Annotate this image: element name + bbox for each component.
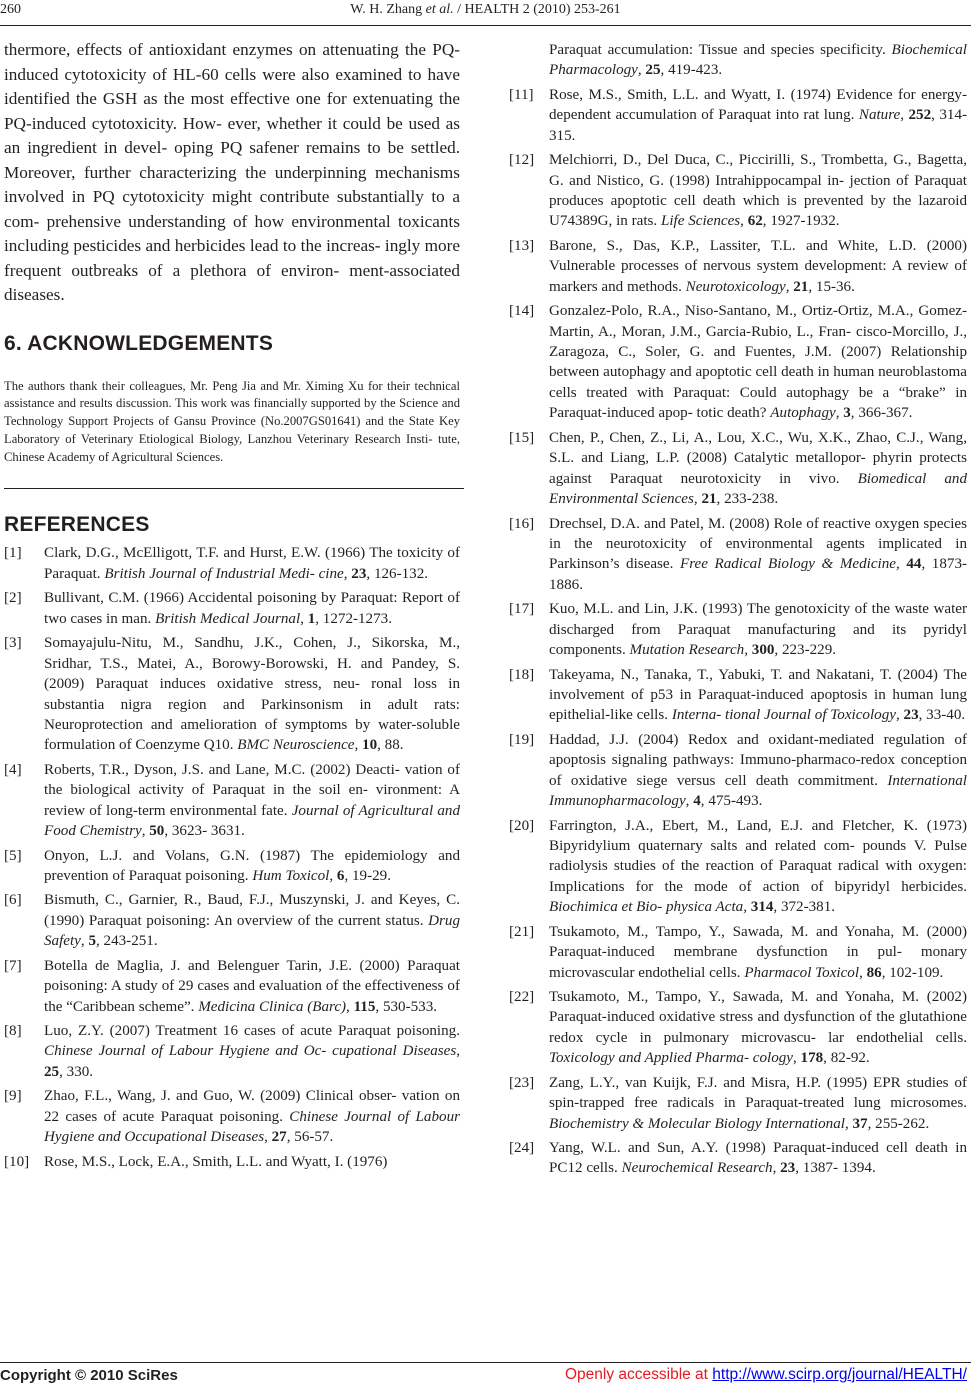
citation-text: , 372-381. <box>773 899 836 916</box>
reference-number: [20] <box>509 817 535 834</box>
reference-number: [8] <box>4 1023 22 1040</box>
reference-number: [7] <box>4 957 22 974</box>
reference-text <box>549 430 967 507</box>
reference-number: [23] <box>509 1074 535 1091</box>
conclusion-paragraph: thermore, effects of antioxidant enzymes on attenuating the PQ-induced cytotoxicity of HL-60 cells were also examined to have identified the GSH as the most effective one for extenuating the PQ-induced cytotoxicity. How- ever, whether it could be used as an ingredient in devel- oping PQ safener remains to be settled. Moreover, further characterizing the underpinning mechanisms involved in PQ cytotoxicity might contribute substantially to a com- prehensive understanding of how environmental toxicants including pesticides and herbicides lead to the increas- ingly more frequent outbreaks of a plethora of environ- ment-associated diseases. <box>4 40 460 304</box>
citation-text: , 126-132. <box>366 565 429 582</box>
journal-title: Pharmacol Toxicol <box>744 964 860 981</box>
volume-number: 23 <box>351 565 367 582</box>
volume-number: 50 <box>149 823 165 840</box>
citation-text: , 88. <box>377 737 404 754</box>
citation-text: , 33-40. <box>918 707 966 724</box>
reference-text <box>44 762 460 839</box>
citation-text: , <box>785 278 794 295</box>
citation-text: , 56-57. <box>286 1129 334 1146</box>
journal-title: British Medical Journal <box>155 610 301 627</box>
citation-text: Botella de Maglia, J. and Belenguer Tarin, J.E. (2000) Paraquat poisoning: A study of 29 cases and evaluation of the effectiveness of the “Caribbean scheme”. <box>44 957 460 1015</box>
reference-list-left <box>4 543 460 1172</box>
journal-link[interactable]: http://www.scirp.org/journal/HEALTH/ <box>712 1366 967 1383</box>
section-divider <box>4 488 464 489</box>
volume-number: 4 <box>693 793 701 810</box>
reference-number: [4] <box>4 761 22 778</box>
volume-number: 6 <box>336 867 345 884</box>
citation-text: , 530-533. <box>375 998 438 1015</box>
citation-text: , <box>744 642 752 659</box>
journal-title: Drug Safety <box>44 912 460 950</box>
reference-number: [1] <box>4 545 22 562</box>
citation-text: , 19-29. <box>344 867 391 884</box>
reference-text <box>44 590 460 626</box>
volume-number: 23 <box>780 1160 796 1177</box>
citation-text: , 419-423. <box>660 62 723 79</box>
journal-title: Journal of Agricultural and Food Chemistry <box>44 802 460 840</box>
journal-title: Biochimica et Bio- physica Acta, <box>549 899 747 916</box>
reference-item <box>509 301 967 423</box>
citation-text: , <box>896 556 907 573</box>
reference-text <box>44 892 460 949</box>
citation-text: Yang, W.L. and Sun, A.Y. (1998) Paraquat-induced cell death in PC12 cells. <box>549 1140 967 1177</box>
reference-number: [5] <box>4 847 22 864</box>
citation-text: Gonzalez-Polo, R.A., Niso-Santano, M., Ortiz-Ortiz, M.A., Gomez-Martin, A., Moran, J.M., Garcia-Rubio, L., Fran- cisco-Morcillo, J., Zaragoza, C., Soler, G. and Fuentes, J.M. (2007) Relationship between autophagy and apoptotic cell death in human neuroblastoma cells treated with Paraquat: Could autophagy be a “brake” in Paraquat-induced apop- totic death? <box>549 303 967 422</box>
reference-item <box>509 1138 967 1179</box>
footer-rule <box>0 1362 971 1363</box>
volume-number: 25 <box>645 62 661 79</box>
citation-text: Somayajulu-Nitu, M., Sandhu, J.K., Cohen, J., Sikorska, M., Sridhar, T.S., Matei, A., Borowy-Borowski, H. and Pandey, S. (2009) Paraquat induces oxidative stress, neu- ronal loss in substantia nigra region and Parkinsonism in adult rats: Neuroprotection and amelioration of symptoms by water-soluble formulation of Coenzyme Q10. <box>44 635 460 754</box>
reference-text <box>549 667 967 724</box>
citation-text: , <box>637 62 646 79</box>
citation-text: Rose, M.S., Smith, L.L. and Wyatt, I. (1974) Evidence for energy-dependent accumulation of Paraquat into rat lung. <box>549 86 967 124</box>
citation-text: Drechsel, D.A. and Patel, M. (2008) Role of reactive oxygen species in the neurotoxicity of environmental agents implicated in Parkinson’s disease. <box>549 515 967 573</box>
running-head <box>0 2 971 18</box>
reference-number: [3] <box>4 635 22 652</box>
volume-number: 21 <box>701 491 717 507</box>
citation-text: , 102-109. <box>881 964 944 981</box>
right-column <box>509 40 967 1183</box>
citation-text: , <box>346 998 354 1015</box>
citation-text: , 314-315. <box>549 107 968 144</box>
reference-item <box>4 956 460 1017</box>
citation-text: , <box>300 610 308 627</box>
reference-number: [12] <box>509 152 535 169</box>
reference-item <box>509 236 967 297</box>
left-column <box>4 38 460 1176</box>
citation-text: Kuo, M.L. and Lin, J.K. (1993) The genotoxicity of the waste water discharged from Paraquat manufacturing and its pyridyl components. <box>549 601 967 659</box>
citation-text: , 243-251. <box>95 933 158 950</box>
reference-text <box>549 303 967 421</box>
citation-text: , 330. <box>59 1063 94 1080</box>
volume-number: 10 <box>362 737 378 754</box>
journal-title: Autophagy <box>770 405 836 422</box>
citation-text: Takeyama, N., Tanaka, T., Yabuki, T. and Nakatani, T. (2004) The involvement of p53 in Paraquat-induced apoptosis in human lung epithelial-like cells. <box>549 666 967 724</box>
citation-text: , <box>835 405 844 422</box>
citation-text: , <box>895 707 904 724</box>
page-number: 260 <box>0 2 21 17</box>
reference-number: [2] <box>4 590 22 607</box>
reference-text <box>549 87 967 144</box>
journal-title: International Immunopharmacology <box>549 772 967 810</box>
reference-item <box>509 428 967 510</box>
reference-item <box>509 816 967 918</box>
reference-text <box>549 152 967 229</box>
reference-item <box>509 1073 967 1134</box>
journal-title: Nature <box>858 107 901 124</box>
reference-number: [15] <box>509 429 535 446</box>
open-access-notice <box>565 1366 967 1384</box>
reference-text <box>549 1140 967 1176</box>
volume-number: 62 <box>747 213 763 230</box>
citation-text: , <box>740 213 748 230</box>
reference-item <box>509 987 967 1069</box>
citation-text: Barone, S., Das, K.P., Lassiter, T.L. and White, L.D. (2000) Vulnerable processes of nervous system development: A review of markers and methods. <box>549 237 967 295</box>
reference-text <box>549 516 967 593</box>
citation-text: Paraquat accumulation: Tissue and species specificity. <box>549 42 892 58</box>
citation-text: Farrington, J.A., Ebert, M., Land, E.J. and Fletcher, K. (1973) Bipyridylium quaternary salts and related com- pounds V. Pulse radiolysis studies of the reaction of Paraquat radical with oxygen: Implications for the mode of action of bipyridyl herbicides. <box>549 817 967 895</box>
acknowledgements-text: The authors thank their colleagues, Mr. Peng Jia and Mr. Ximing Xu for their technical assistance and results discussion. This work was financially supported by the Science and Technology Support Projects of Gansu Province (No.2007GS01641) and the State Key Laboratory of Veterinary Etiological Biology, Lanzhou Veterinary Research Insti- tute, Chinese Academy of Agricultural Sciences. <box>4 378 460 464</box>
citation-text: , 233-238. <box>716 491 779 507</box>
citation-text: , 1387- 1394. <box>795 1160 876 1177</box>
citation-text: , <box>264 1129 272 1146</box>
citation-text: , <box>141 823 150 840</box>
reference-text <box>549 924 967 981</box>
reference-number: [19] <box>509 731 535 748</box>
citation-text: , 82-92. <box>823 1050 870 1067</box>
journal-title: Free Radical Biology & Medicine <box>679 556 896 573</box>
volume-number: 1 <box>307 610 316 627</box>
reference-item <box>4 846 460 887</box>
volume-number: 25 <box>44 1063 60 1080</box>
citation-text: Zang, L.Y., van Kuijk, F.J. and Misra, H.P. (1995) EPR studies of spin-trapped free radicals in Paraquat-treated lung microsomes. <box>549 1074 967 1112</box>
citation-text: , <box>343 565 352 582</box>
volume-number: 115 <box>353 998 376 1015</box>
citation-text: Roberts, T.R., Dyson, J.S. and Lane, M.C. (2002) Deacti- vation of the biological activity of Paraquat in the soil en- vironment: A review of long-term environmental fate. <box>44 761 460 819</box>
citation-text: , 15-36. <box>808 278 855 295</box>
running-head-authors: W. H. Zhang <box>350 2 426 17</box>
reference-number: [17] <box>509 601 535 618</box>
volume-number: 37 <box>852 1115 868 1132</box>
reference-text <box>549 818 967 916</box>
citation-text: , 366-367. <box>850 405 913 422</box>
citation-text: Zhao, F.L., Wang, J. and Guo, W. (2009) Clinical obser- vation on 22 cases of acute Paraquat poisoning. <box>44 1088 460 1125</box>
reference-number: [24] <box>509 1140 535 1157</box>
journal-title: Hum Toxicol <box>252 867 330 884</box>
reference-item <box>509 150 967 232</box>
reference-text <box>44 545 460 581</box>
reference-list-right <box>509 85 967 1179</box>
reference-number: [18] <box>509 666 535 683</box>
reference-text <box>549 238 967 295</box>
running-head-journal: / HEALTH 2 (2010) 253-261 <box>453 2 621 17</box>
reference-item <box>509 514 967 596</box>
reference-number: [16] <box>509 515 535 532</box>
copyright-notice: Copyright © 2010 SciRes <box>0 1367 178 1384</box>
citation-text: Tsukamoto, M., Tampo, Y., Sawada, M. and Yonaha, M. (2002) Paraquat-induced oxidative stress and dysfunction of the glutathione redox cycle in pulmonary microvascu- lar endothelial cells. <box>549 989 967 1046</box>
volume-number: 86 <box>866 964 882 981</box>
citation-text: Chen, P., Chen, Z., Li, A., Lou, X.C., Wu, X.K., Zhao, C.J., Wang, S.L. and Liang, L.P. (2008) Catalytic metallopor- phyrin protects against Paraquat neurotoxicity in vivo. <box>549 429 967 487</box>
journal-title: Biochemical Pharmacology <box>549 42 967 79</box>
reference-number: [11] <box>509 86 534 103</box>
citation-text: , <box>354 737 363 754</box>
citation-text: , <box>685 793 694 810</box>
reference-item <box>4 890 460 951</box>
running-head-etal: et al. <box>425 2 454 17</box>
journal-title: Toxicology and Applied Pharma- cology <box>549 1050 793 1067</box>
header-rule <box>0 25 971 26</box>
reference-item <box>4 633 460 755</box>
volume-number: 27 <box>271 1129 287 1146</box>
volume-number: 314 <box>750 899 774 916</box>
volume-number: 3 <box>843 405 851 422</box>
citation-text: , 475-493. <box>700 793 763 810</box>
reference-number: [21] <box>509 923 535 940</box>
reference-item <box>509 665 967 726</box>
journal-title: Neurochemical Research <box>621 1160 773 1177</box>
journal-title: Mutation Research <box>629 642 745 659</box>
citation-text: , <box>844 1115 853 1132</box>
citation-text: , 1873-1886. <box>549 556 968 593</box>
reference-text <box>549 1075 967 1132</box>
citation-text: Haddad, J.J. (2004) Redox and oxidant-mediated regulation of apoptosis signaling pathways: Immuno-pharmaco-redox conception of oxidative siege versus cell death commitment. <box>549 731 967 789</box>
volume-number: 44 <box>906 556 922 573</box>
reference-text <box>44 848 460 884</box>
volume-number: 21 <box>793 278 809 295</box>
citation-text: , <box>693 491 702 507</box>
reference-text <box>549 732 967 809</box>
reference-number: [14] <box>509 303 535 320</box>
journal-title: Medicina Clinica (Barc) <box>198 998 347 1015</box>
volume-number: 252 <box>908 107 932 124</box>
reference-number: [10] <box>4 1153 30 1170</box>
reference-text <box>44 1154 387 1170</box>
journal-title: Interna- tional Journal of Toxicology <box>671 707 896 724</box>
citation-text: Onyon, L.J. and Volans, G.N. (1987) The epidemiology and prevention of Paraquat poisoning. <box>44 847 460 884</box>
reference-10-continuation <box>509 40 967 81</box>
reference-item <box>509 922 967 983</box>
reference-item <box>509 599 967 660</box>
citation-text: , 255-262. <box>867 1115 930 1132</box>
reference-item <box>4 760 460 842</box>
volume-number: 178 <box>800 1050 824 1067</box>
journal-title: Neurotoxicology <box>685 278 786 295</box>
citation-text: Melchiorri, D., Del Duca, C., Piccirilli, S., Trombetta, G., Bagetta, G. and Nistico, G. (1998) Intrahippocampal in- jection of Paraquat produces apoptotic cell death which is prevented by the lazaroid U74389G, in rats. <box>549 152 967 230</box>
acknowledgements-heading: 6. ACKNOWLEDGEMENTS <box>4 331 274 355</box>
citation-text: , 1272-1273. <box>315 610 392 627</box>
citation-text: , <box>80 933 89 950</box>
reference-item <box>509 730 967 812</box>
journal-title: Life Sciences <box>660 213 741 230</box>
citation-text: , 3623- 3631. <box>164 823 245 840</box>
reference-number: [13] <box>509 237 535 254</box>
reference-number: [6] <box>4 892 22 909</box>
citation-text: Bismuth, C., Garnier, R., Baud, F.J., Muszynski, J. and Keyes, C. (1990) Paraquat poisoning: An overview of the current status. <box>44 892 460 929</box>
reference-number: [9] <box>4 1088 22 1105</box>
journal-title: BMC Neuroscience <box>237 737 355 754</box>
citation-text: Tsukamoto, M., Tampo, Y., Sawada, M. and Yonaha, M. (2000) Paraquat-induced membrane dysfunction in pul- monary microvascular endothelial cells. <box>549 923 967 981</box>
citation-text: , <box>772 1160 781 1177</box>
volume-number: 23 <box>903 707 919 724</box>
volume-number: 5 <box>88 933 96 950</box>
reference-text <box>549 601 967 658</box>
reference-item <box>4 1152 460 1172</box>
journal-title: Biomedical and Environmental Sciences <box>549 470 967 507</box>
citation-text: Luo, Z.Y. (2007) Treatment 16 cases of acute Paraquat poisoning. <box>44 1023 460 1040</box>
reference-item <box>4 588 460 629</box>
citation-text: Bullivant, C.M. (1966) Accidental poisoning by Paraquat: Report of two cases in man. <box>44 590 460 627</box>
citation-text: , 1927-1932. <box>762 213 840 230</box>
reference-text <box>44 635 460 753</box>
journal-title: Chinese Journal of Labour Hygiene and Occupational Diseases <box>44 1108 460 1146</box>
citation-text: , <box>859 964 867 981</box>
citation-text: , <box>456 1043 460 1060</box>
citation-text: , 223-229. <box>774 642 837 659</box>
journal-title: Chinese Journal of Labour Hygiene and Oc- cupational Diseases <box>44 1043 457 1060</box>
volume-number: 300 <box>751 642 775 659</box>
citation-text: Clark, D.G., McElligott, T.F. and Hurst, E.W. (1966) The toxicity of Paraquat. <box>44 545 460 582</box>
reference-text <box>549 989 967 1066</box>
journal-title: Biochemistry & Molecular Biology International <box>549 1115 845 1132</box>
journal-title: British Journal of Industrial Medi- cine <box>104 565 344 582</box>
reference-text <box>44 1023 460 1080</box>
reference-number: [22] <box>509 989 535 1005</box>
reference-text <box>44 958 460 1015</box>
reference-item <box>4 543 460 584</box>
citation-text: , <box>792 1050 801 1067</box>
citation-text: Rose, M.S., Lock, E.A., Smith, L.L. and Wyatt, I. (1976) <box>44 1153 388 1170</box>
reference-item <box>4 1086 460 1147</box>
reference-item <box>509 85 967 146</box>
citation-text: , <box>329 867 337 884</box>
open-access-label: Openly accessible at <box>564 1366 713 1383</box>
reference-item <box>4 1021 460 1082</box>
reference-text <box>44 1088 460 1145</box>
citation-text: , <box>900 107 909 124</box>
references-heading: REFERENCES <box>4 513 150 537</box>
